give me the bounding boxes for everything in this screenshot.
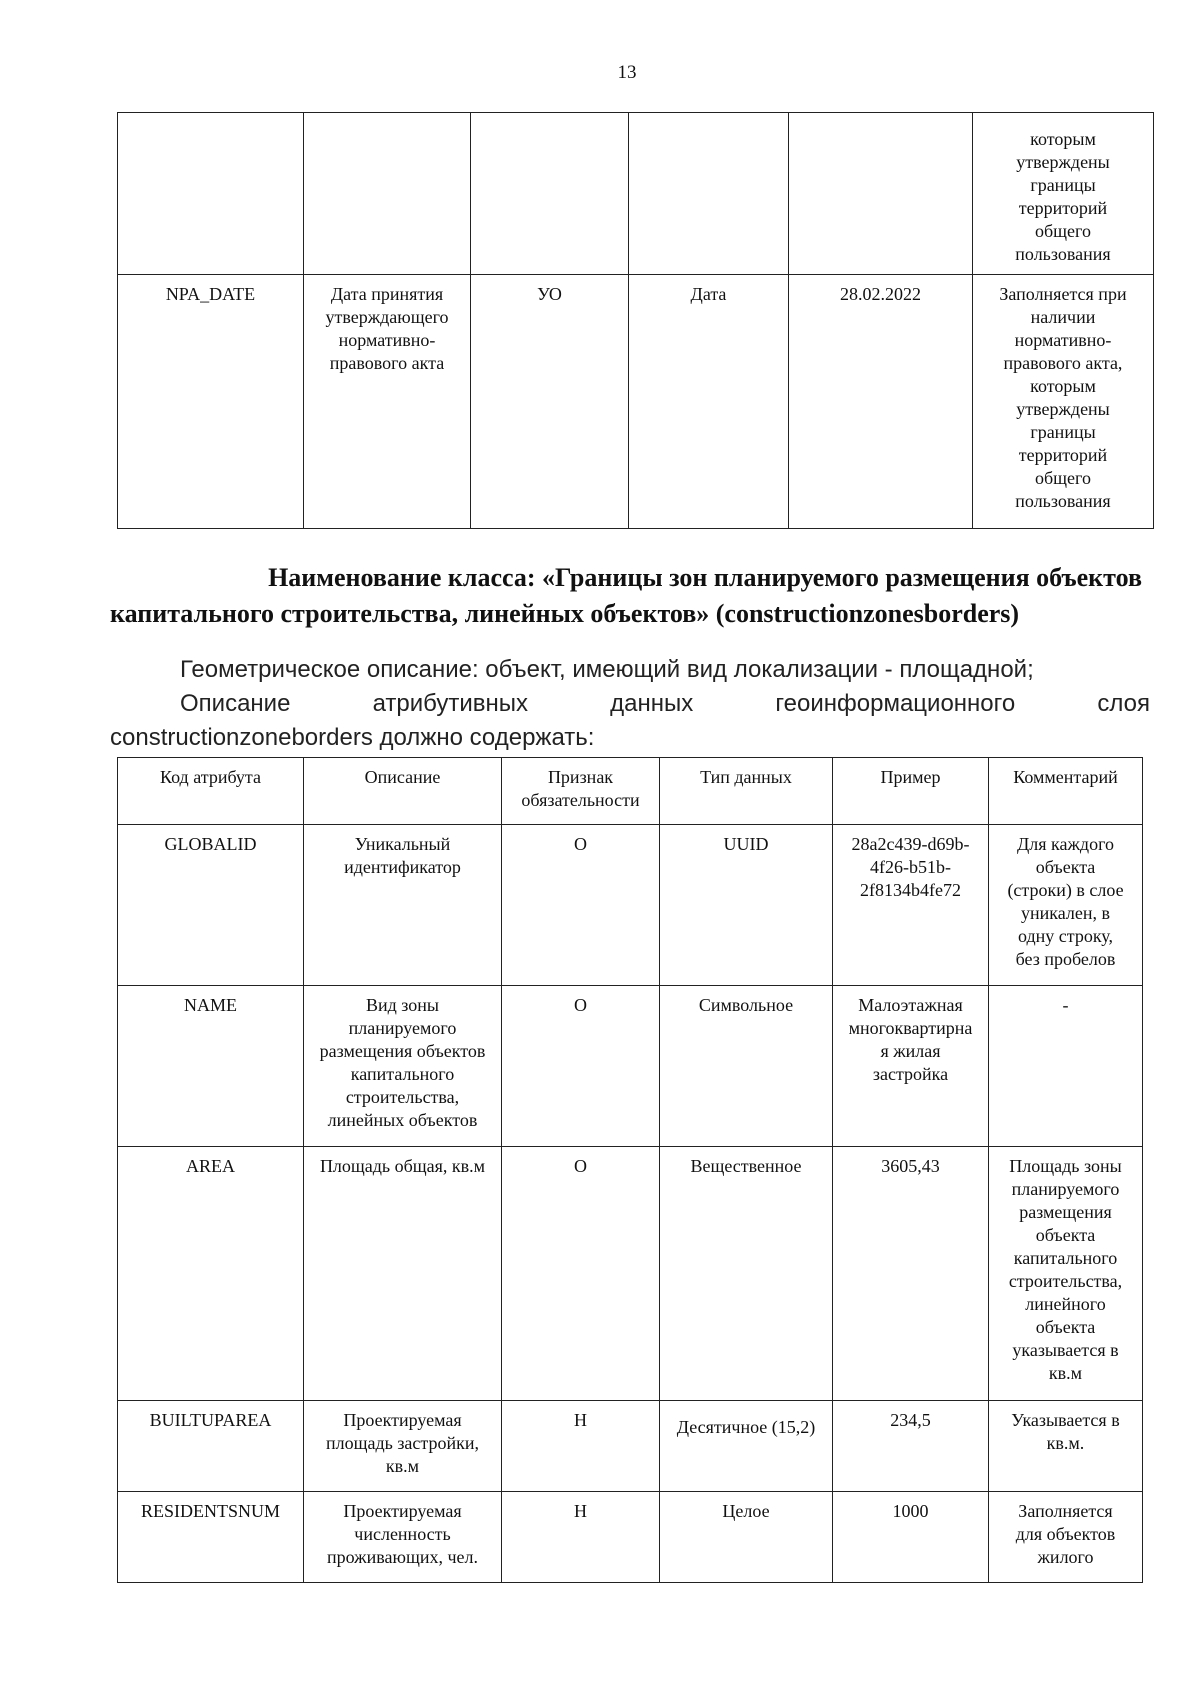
table-cell: 234,5 (833, 1401, 989, 1492)
table-cell (789, 113, 973, 275)
heading-line-2: капитального строительства, линейных объектов» (constructionzonesborders) (110, 599, 1020, 628)
table-cell: GLOBALID (118, 825, 304, 986)
table-cell: Символьное (660, 986, 833, 1147)
table-cell (118, 113, 304, 275)
table-cell: Дата принятия утверждающего нормативно- правового акта (304, 275, 471, 529)
table-row (118, 275, 1154, 529)
table-cell (629, 113, 789, 275)
table-cell: 28a2c439-d69b- 4f26-b51b- 2f8134b4fe72 (833, 825, 989, 986)
table-cell: Заполняется для объектов жилого (989, 1492, 1143, 1583)
heading-line-1: Наименование класса: «Границы зон планируемого размещения объектов (268, 563, 1142, 592)
table-header-cell: Код атрибута (118, 758, 304, 825)
table-cell: Дата (629, 275, 789, 529)
attributes-table (117, 757, 1143, 1583)
table-row (118, 1401, 1143, 1492)
table-cell: Проектируемая площадь застройки, кв.м (304, 1401, 502, 1492)
page-number: 13 (617, 62, 637, 83)
table-cell: Заполняется при наличии нормативно- правового акта, которым утверждены границы территорий общего пользования (973, 275, 1154, 529)
table-cell: О (502, 1147, 660, 1401)
table-cell: Площадь общая, кв.м (304, 1147, 502, 1401)
table-cell: О (502, 986, 660, 1147)
attributes-description-line-1: Описание атрибутивных данных геоинформационного слоя (180, 690, 1150, 717)
table-cell: UUID (660, 825, 833, 986)
table-cell: 1000 (833, 1492, 989, 1583)
table-header-cell: Пример (833, 758, 989, 825)
class-heading (110, 560, 1150, 632)
table-cell: Площадь зоны планируемого размещения объекта капитального строительства, линейного объекта указывается в кв.м (989, 1147, 1143, 1401)
attributes-description-line-2: constructionzoneborders должно содержать: (110, 724, 595, 751)
table-row (118, 1147, 1143, 1401)
table-cell: 28.02.2022 (789, 275, 973, 529)
table-cell: Н (502, 1401, 660, 1492)
table-cell: О (502, 825, 660, 986)
table-row (118, 1492, 1143, 1583)
table-cell: Целое (660, 1492, 833, 1583)
table-cell: RESIDENTSNUM (118, 1492, 304, 1583)
table-header-cell: Признак обязательности (502, 758, 660, 825)
table-row (118, 113, 1154, 275)
table-cell: Вещественное (660, 1147, 833, 1401)
table-cell: BUILTUPAREA (118, 1401, 304, 1492)
table-cell: Вид зоны планируемого размещения объектов капитального строительства, линейных объектов (304, 986, 502, 1147)
table-cell: NPA_DATE (118, 275, 304, 529)
table-header-row (118, 758, 1143, 825)
continuation-table (117, 112, 1154, 529)
table-row (118, 986, 1143, 1147)
table-header-cell: Комментарий (989, 758, 1143, 825)
table-cell: 3605,43 (833, 1147, 989, 1401)
table-cell: Для каждого объекта (строки) в слое уникален, в одну строку, без пробелов (989, 825, 1143, 986)
table-row (118, 825, 1143, 986)
table-cell: Десятичное (15,2) (660, 1401, 833, 1492)
table-cell: Проектируемая численность проживающих, чел. (304, 1492, 502, 1583)
table-header-cell: Тип данных (660, 758, 833, 825)
table-cell: Малоэтажная многоквартирна я жилая застройка (833, 986, 989, 1147)
table-cell: AREA (118, 1147, 304, 1401)
table-header-cell: Описание (304, 758, 502, 825)
table-cell: Уникальный идентификатор (304, 825, 502, 986)
table-cell: которым утверждены границы территорий общего пользования (973, 113, 1154, 275)
table-cell: - (989, 986, 1143, 1147)
table-cell: NAME (118, 986, 304, 1147)
table-cell: Указывается в кв.м. (989, 1401, 1143, 1492)
table-cell (471, 113, 629, 275)
geometry-description: Геометрическое описание: объект, имеющий вид локализации - площадной; (180, 656, 1034, 683)
table-cell: УО (471, 275, 629, 529)
table-cell: Н (502, 1492, 660, 1583)
table-cell (304, 113, 471, 275)
